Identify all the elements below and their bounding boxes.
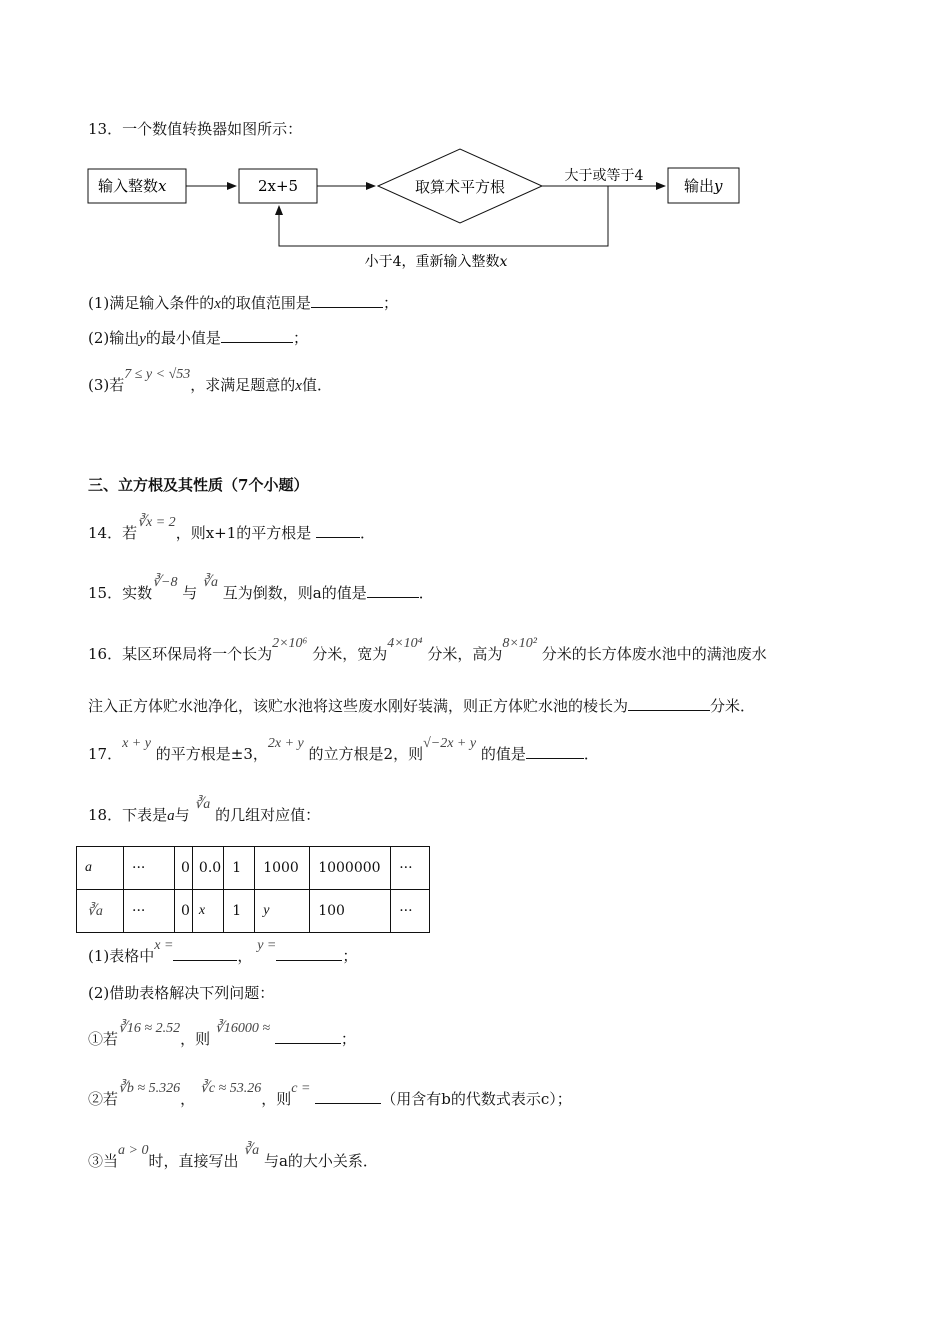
q18-s3-m2: ∛a — [243, 1143, 260, 1158]
answer-blank[interactable] — [316, 522, 360, 538]
q15-math2: ∛a — [202, 575, 218, 590]
q13-p1-end: ； — [382, 294, 398, 312]
q18-p1-m1: x = — [154, 938, 174, 953]
q15-pre: 15．实数 — [88, 584, 153, 602]
q18-s3-mid: 时，直接写出 — [148, 1152, 239, 1170]
svg-text:小于4，重新输入整数x — [365, 253, 508, 270]
q18-s1-mid: ，则 — [180, 1030, 211, 1048]
q18-p1-end: ； — [342, 947, 358, 965]
q16-length: 2×10⁶ — [272, 636, 308, 651]
table-cell: ··· — [391, 847, 430, 890]
q15-math1: ∛−8 — [152, 575, 178, 590]
q18-p1-sep: ， — [237, 947, 253, 965]
q13-p3-post: ，求满足题意的 — [190, 376, 296, 394]
q18-s1-m1: ∛16 ≈ 2.52 — [118, 1021, 181, 1036]
q13-title: 13．一个数值转换器如图所示： — [88, 120, 303, 138]
flow-output-var: y — [714, 177, 723, 195]
q18-s2-post: （用含有b的代数式表示c）； — [381, 1090, 572, 1108]
q17-m1: x + y — [122, 736, 151, 751]
q18-s3-pre: ③当 — [88, 1152, 119, 1170]
q16-end: 分米． — [710, 697, 756, 715]
q18-s3-post: 与a的大小关系． — [263, 1152, 378, 1170]
q15-post: 互为倒数，则a的值是 — [222, 584, 367, 602]
q18-p1-m2: y = — [257, 938, 277, 953]
section-title: 三、立方根及其性质（7个小题） — [88, 476, 309, 494]
q17-t1: 的平方根是±3， — [155, 745, 268, 763]
q18-s1-pre: ①若 — [88, 1030, 119, 1048]
answer-blank[interactable] — [315, 1088, 381, 1104]
q13-p2-pre: (2)输出 — [88, 329, 140, 347]
table-cell: ∛a — [77, 890, 124, 933]
q16-t2: 分米，高为 — [427, 645, 503, 663]
q17-t2: 的立方根是2，则 — [308, 745, 424, 763]
q13-part2 — [88, 327, 308, 348]
q18-sub1 — [88, 1021, 356, 1049]
q18-s3-m1: a > 0 — [118, 1143, 149, 1158]
q18-p1-pre: (1)表格中 — [88, 947, 155, 965]
q18-s2-m2: ∛c ≈ 53.26 — [199, 1081, 262, 1096]
q13-p2-end: ； — [292, 329, 308, 347]
table-cell: ··· — [124, 847, 175, 890]
flow-decision-label: 取算术平方根 — [414, 178, 506, 196]
table-cell: ··· — [391, 890, 430, 933]
q15-mid: 与 — [182, 584, 198, 602]
table-cell: 0 — [175, 890, 193, 933]
q16-width: 4×10⁴ — [387, 636, 423, 651]
q18-math: ∛a — [194, 797, 211, 812]
q13-p1-pre: (1)满足输入条件的 — [88, 294, 215, 312]
flow-branch-no-label: 小于4，重新输入整数 — [364, 254, 500, 270]
table-cell: 1000 — [255, 847, 310, 890]
table-cell: 0.0 — [192, 847, 223, 890]
q18-pre: 18．下表是 — [88, 806, 168, 824]
q15-end: ． — [418, 584, 434, 602]
table-cell: ··· — [124, 890, 175, 933]
q18-sub2 — [88, 1081, 572, 1109]
q13-p2-post: 的最小值是 — [145, 329, 221, 347]
table-row — [77, 890, 430, 933]
q18-part1 — [88, 938, 358, 966]
table-row — [77, 847, 430, 890]
flow-output-label: 输出 — [684, 177, 715, 195]
answer-blank[interactable] — [526, 743, 584, 759]
q18-s2-sep: ， — [180, 1090, 196, 1108]
q16-line1 — [88, 636, 767, 664]
flow-input-label: 输入整数 — [98, 177, 159, 195]
flow-step-label: 2x+5 — [257, 177, 299, 195]
answer-blank[interactable] — [311, 292, 383, 308]
q17-pre: 17． — [88, 745, 123, 763]
q18-title — [88, 797, 321, 825]
q18-s2-m3: c = — [291, 1081, 311, 1096]
q17-m3: √−2x + y — [423, 736, 477, 751]
table-cell: y — [255, 890, 310, 933]
table-cell: 0 — [175, 847, 193, 890]
svg-text:输出y — [684, 177, 723, 195]
table-cell: a — [77, 847, 124, 890]
q16-line2 — [88, 695, 755, 716]
q15 — [88, 575, 434, 603]
table-cell: 1000000 — [310, 847, 391, 890]
q14-end: ． — [360, 524, 376, 542]
q13-part1 — [88, 292, 398, 313]
q18-mid: 与 — [174, 806, 190, 824]
answer-blank[interactable] — [367, 582, 419, 598]
table-cell: 1 — [224, 890, 255, 933]
q18-s2-m1: ∛b ≈ 5.326 — [118, 1081, 181, 1096]
q13-p3-math: 7 ≤ y < √53 — [124, 367, 191, 382]
q18-s1-end: ； — [340, 1030, 356, 1048]
flow-branch-no-var: x — [499, 254, 508, 270]
q18-s2-mid: ，则 — [261, 1090, 292, 1108]
q13-p1-var: x — [214, 296, 221, 312]
q16-t3: 分米的长方体废水池中的满池废水 — [541, 645, 767, 663]
svg-text:输入整数x — [98, 177, 167, 195]
q18-sub3 — [88, 1143, 378, 1171]
q18-s2-pre: ②若 — [88, 1090, 119, 1108]
q14 — [88, 515, 376, 543]
q14-math: ∛x = 2 — [137, 515, 176, 530]
q17-end: ． — [583, 745, 599, 763]
answer-blank[interactable] — [276, 945, 342, 961]
q17-t3: 的值是 — [480, 745, 526, 763]
q18-part2: (2)借助表格解决下列问题： — [88, 984, 275, 1002]
answer-blank[interactable] — [628, 695, 710, 711]
q13-part3 — [88, 367, 332, 395]
q13-p3-end: 值． — [301, 376, 332, 394]
q14-post: ，则x+1的平方根是 — [175, 524, 312, 542]
q16-height: 8×10² — [502, 636, 537, 651]
q16-line2-text: 注入正方体贮水池净化，该贮水池将这些废水刚好装满，则正方体贮水池的棱长为 — [88, 697, 629, 715]
q18-value-table — [76, 846, 430, 933]
q13-p3-pre: (3)若 — [88, 376, 125, 394]
q13-p1-post: 的取值范围是 — [220, 294, 311, 312]
q18-var: a — [167, 808, 175, 824]
table-cell: x — [192, 890, 223, 933]
flow-branch-yes-label: 大于或等于4 — [564, 168, 644, 184]
q18-s1-m2: ∛16000 ≈ — [214, 1021, 271, 1036]
q13-p3-var: x — [295, 378, 302, 394]
q17-m2: 2x + y — [267, 736, 304, 751]
table-cell: 100 — [310, 890, 391, 933]
q13-p2-var: y — [139, 331, 146, 347]
flow-input-var: x — [158, 177, 167, 195]
q17 — [88, 736, 599, 764]
q16-pre: 16．某区环保局将一个长为 — [88, 645, 273, 663]
answer-blank[interactable] — [275, 1028, 341, 1044]
q14-pre: 14．若 — [88, 524, 138, 542]
answer-blank[interactable] — [221, 327, 293, 343]
q16-t1: 分米，宽为 — [312, 645, 388, 663]
answer-blank[interactable] — [173, 945, 237, 961]
q18-post: 的几组对应值： — [215, 806, 321, 824]
table-cell: 1 — [224, 847, 255, 890]
